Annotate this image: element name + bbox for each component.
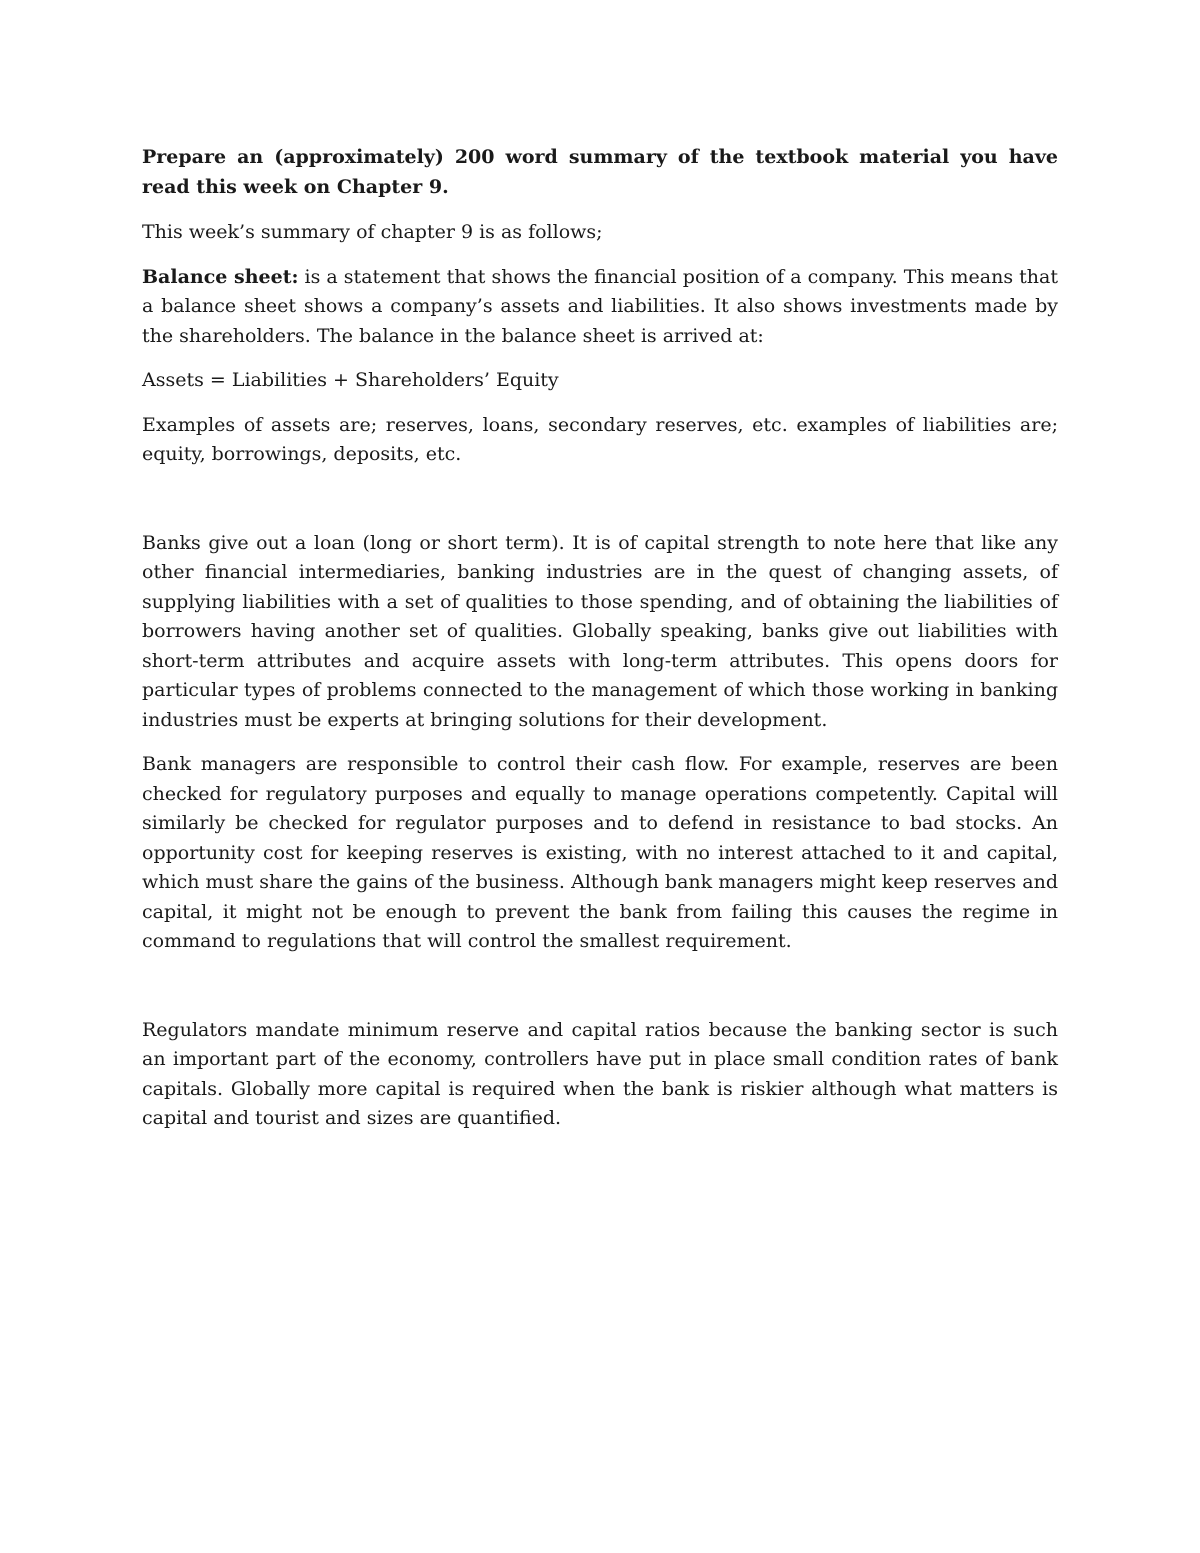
balance-sheet-paragraph — [142, 263, 1058, 352]
assignment-prompt: Prepare an (approximately) 200 word summary of the textbook material you have read this week on Chapter 9. — [142, 146, 1058, 198]
summary-intro: This week’s summary of chapter 9 is as follows; — [142, 221, 603, 243]
regulators-paragraph: Regulators mandate minimum reserve and capital ratios because the banking sector is such an important part of the economy, controllers have put in place small condition rates of bank capitals. Globally more capital is required when the bank is riskier although what matters is capital and tourist and sizes are quantified. — [142, 1018, 1058, 1129]
paragraph-spacer — [142, 972, 1058, 1016]
accounting-equation: Assets = Liabilities + Shareholders’ Equity — [142, 369, 559, 391]
banks-loans-paragraph: Banks give out a loan (long or short term). It is of capital strength to note here that like any other financial intermediaries, banking industries are in the quest of changing assets, of supplying liabilities with a set of qualities to those spending, and of obtaining the liabilities of borrowers having another set of qualities. Globally speaking, banks give out liabilities with short-term attributes and acquire assets with long-term attributes. This opens doors for particular types of problems connected to the management of which those working in banking industries must be experts at bringing solutions for their development. — [142, 531, 1058, 731]
examples-paragraph: Examples of assets are; reserves, loans, secondary reserves, etc. examples of liabilities are; equity, borrowings, deposits, etc. — [142, 413, 1058, 465]
bank-managers-paragraph: Bank managers are responsible to control their cash flow. For example, reserves are been checked for regulatory purposes and equally to manage operations competently. Capital will similarly be checked for regulator purposes and to defend in resistance to bad stocks. An opportunity cost for keeping reserves is existing, with no interest attached to it and capital, which must share the gains of the business. Although bank managers might keep reserves and capital, it might not be enough to prevent the bank from failing this causes the regime in command to regulations that will control the smallest requirement. — [142, 753, 1058, 952]
balance-sheet-label: Balance sheet: — [142, 265, 299, 288]
balance-sheet-text: is a statement that shows the financial position of a company. This means that a balance sheet shows a company’s assets and liabilities. It also shows investments made by the shareholders. The balance in the balance sheet is arrived at: — [142, 265, 1058, 347]
document-page — [142, 143, 1058, 1149]
paragraph-spacer — [142, 485, 1058, 529]
